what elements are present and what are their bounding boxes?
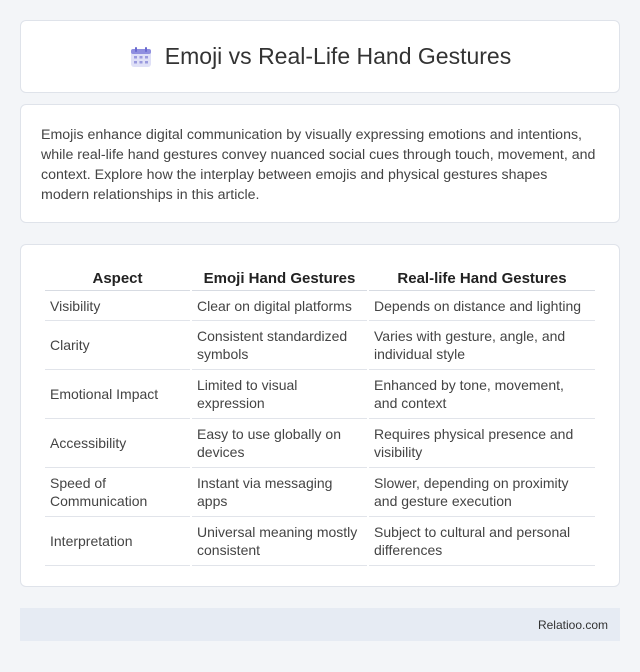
table-header-row xyxy=(45,265,595,291)
table-row xyxy=(45,291,595,321)
table-cell: Requires physical presence and visibility xyxy=(369,419,595,468)
table-cell: Easy to use globally on devices xyxy=(192,419,367,468)
header-aspect: Aspect xyxy=(45,265,190,291)
table-cell: Accessibility xyxy=(45,419,190,468)
table-cell: Emotional Impact xyxy=(45,370,190,419)
table-row xyxy=(45,468,595,517)
table-cell: Visibility xyxy=(45,291,190,321)
table-cell: Depends on distance and lighting xyxy=(369,291,595,321)
table-cell: Subject to cultural and personal differences xyxy=(369,517,595,566)
calendar-icon xyxy=(129,45,153,69)
table-cell: Universal meaning mostly consistent xyxy=(192,517,367,566)
table-cell: Clear on digital platforms xyxy=(192,291,367,321)
table-row xyxy=(45,517,595,566)
footer-site-link[interactable]: Relatioo.com xyxy=(537,617,608,632)
intro-text: Emojis enhance digital communication by visually expressing emotions and intentions, while real-life hand gestures convey nuanced social cues through touch, movement, and context. Explore how the interplay between emojis and physical gestures shapes modern relationships in this article. xyxy=(41,127,596,203)
page-title: Emoji vs Real-Life Hand Gestures xyxy=(164,43,512,69)
title-card xyxy=(20,20,620,93)
footer xyxy=(20,608,620,641)
intro-card xyxy=(20,104,620,223)
header-emoji: Emoji Hand Gestures xyxy=(192,265,367,291)
comparison-table xyxy=(43,265,597,566)
table-cell: Varies with gesture, angle, and individual style xyxy=(369,321,595,370)
table-cell: Enhanced by tone, movement, and context xyxy=(369,370,595,419)
header-real-life: Real-life Hand Gestures xyxy=(369,265,595,291)
table-cell: Speed of Communication xyxy=(45,468,190,517)
table-row xyxy=(45,419,595,468)
table-cell: Slower, depending on proximity and gesture execution xyxy=(369,468,595,517)
table-row xyxy=(45,321,595,370)
table-cell: Consistent standardized symbols xyxy=(192,321,367,370)
table-cell: Limited to visual expression xyxy=(192,370,367,419)
comparison-table-card xyxy=(20,244,620,587)
table-cell: Clarity xyxy=(45,321,190,370)
table-cell: Interpretation xyxy=(45,517,190,566)
table-cell: Instant via messaging apps xyxy=(192,468,367,517)
table-row xyxy=(45,370,595,419)
